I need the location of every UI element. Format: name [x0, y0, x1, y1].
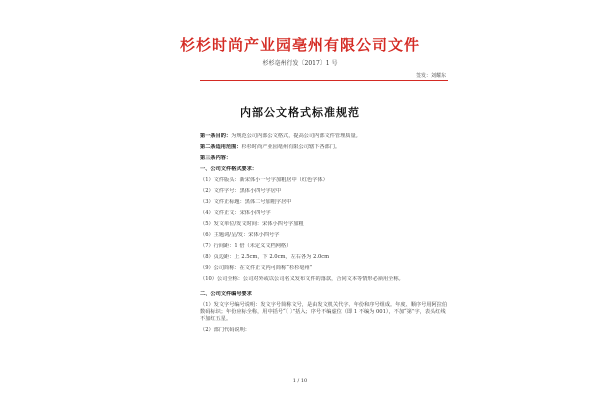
article-2	[200, 144, 450, 151]
red-divider-line	[200, 80, 448, 81]
format-item: （1）文件版头：新宋体小一号字加粗居中（红色字体）	[200, 177, 328, 183]
article-2-label: 第二条适用范围：	[200, 144, 242, 150]
document-number: 杉杉亳州行发〔2017〕1 号	[262, 60, 338, 67]
section-1-heading: 一、公司文件格式要求：	[200, 166, 258, 172]
article-1	[200, 133, 450, 140]
document-title: 内部公文格式标准规范	[240, 106, 360, 119]
format-item: （10）公司全称：公司对外或以公司名义发布文件的落款，合同文本等情形必须用全称。	[200, 276, 404, 282]
format-item: （9）公司简称：在文件正文内可简称“杉杉亳州”	[200, 265, 313, 271]
format-item: （7）行间距：1 倍（未定义文档网格）	[200, 243, 292, 249]
section-2-heading: 二、公司文件编号要求	[200, 291, 252, 297]
format-item: （2）文件字号：黑体小四号字居中	[200, 188, 282, 194]
format-item: （5）发文单位/发文时间：宋体小四号字加粗	[200, 221, 304, 227]
article-2-text: 杉杉时尚产业园亳州有限公司辖下各部门。	[241, 144, 341, 150]
article-3-label: 第三条内容：	[200, 155, 232, 161]
format-item: （3）文件正标题：黑体二号加粗字居中	[200, 199, 292, 205]
numbering-item: （1）发文字号编号说明：发文字号简称文号，是由发文机关代字、年份和序号组成。年度、顺序号用阿拉伯数码标识；年份应标全称，用中括号“〔 〕”括入；序号不编虚位（即 1 不编为 001），不加“第”字，表头红线不加红五星。	[200, 302, 448, 322]
article-1-text: 为规范公司内部公文格式，提高公司内部文件管理质量。	[231, 133, 361, 139]
format-item: （4）文件正文：宋体小四号字	[200, 210, 271, 216]
company-header-title: 杉杉时尚产业园亳州有限公司文件	[179, 36, 420, 54]
document-body	[200, 133, 450, 334]
page-indicator: 1 / 10	[292, 378, 308, 384]
article-1-label: 第一条目的：	[200, 133, 232, 139]
format-item: （6）主题词/呈/发：宋体小四号字	[200, 232, 280, 238]
signer-label: 签发：刘耀东	[415, 73, 446, 79]
format-item: （8）页边距：上 2.5cm，下 2.0cm，左右各为 2.0cm	[200, 254, 330, 260]
numbering-item: （2）部门代码说明：	[200, 327, 250, 333]
